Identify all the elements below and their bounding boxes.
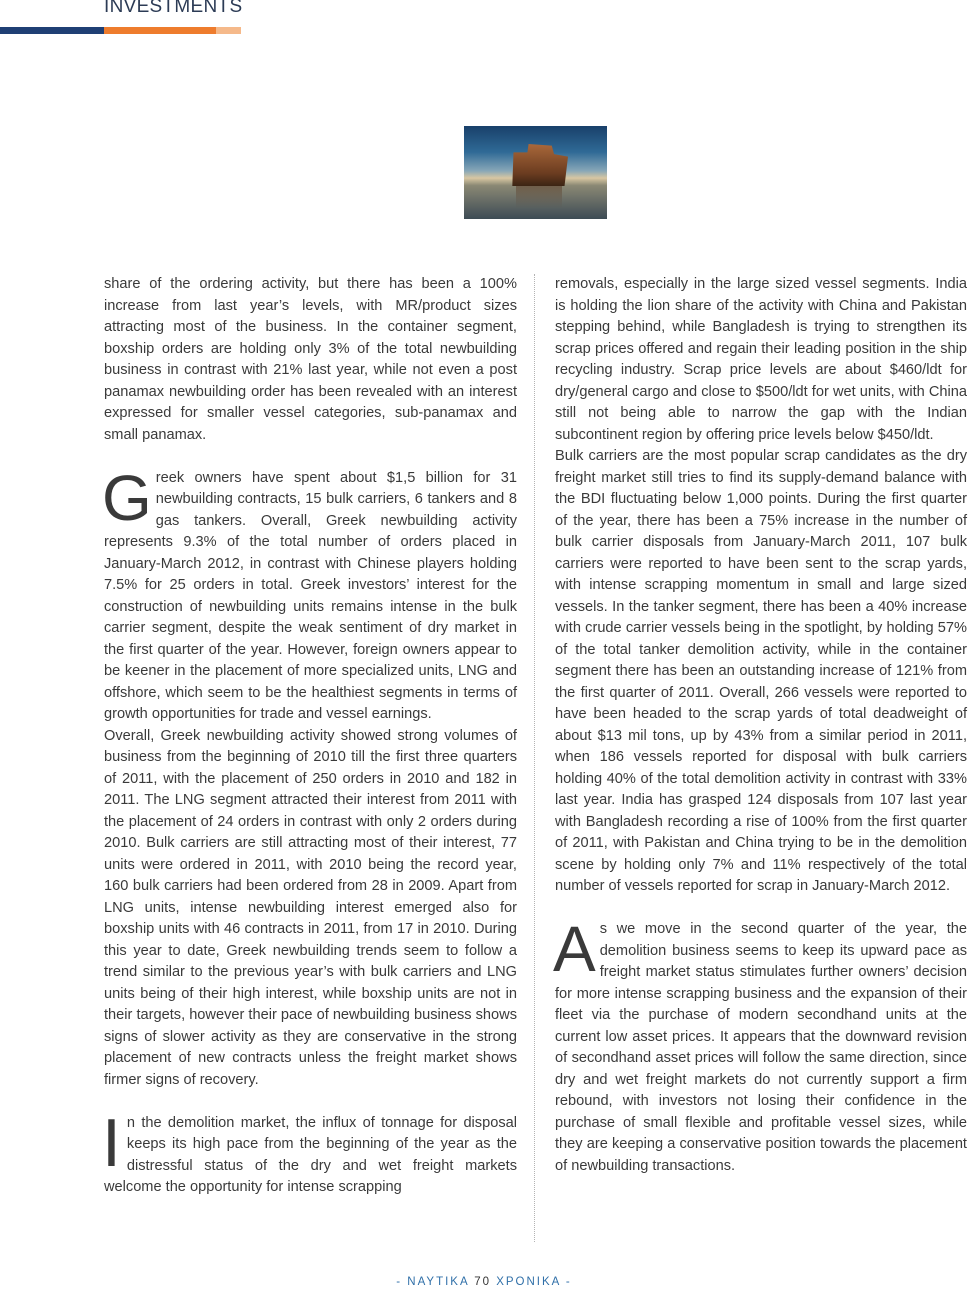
column-divider — [534, 274, 535, 1242]
drop-cap: A — [553, 913, 596, 985]
header-rule-orange — [104, 27, 216, 34]
header-rule-navy — [0, 27, 104, 34]
paragraph: removals, especially in the large sized vessel segments. India is holding the lion share of the activity with China and Pakistan stepping behind, while Bangladesh is trying to strengthen its scrap prices offered and regain their leading position in the ship recycling industry. Scrap price levels are about $460/ldt for dry/general cargo and close to $500/ldt for wet units, with China still not being able to narrow the gap with the Indian subcontinent region by offering price levels below $450/ldt. — [555, 276, 967, 443]
paragraph-text: reek owners have spent about $1,5 billion for 31 newbuilding contracts, 15 bulk carriers, 6 tankers and 8 gas tankers. Overall, Greek newbuilding activity represents 9.3% of the total number of orders placed in January-March 2012, in contrast with Chinese players holding 7.5% for 25 orders in total. Greek investors’ interest for the construction of newbuilding units remains intense in the bulk carrier segment, despite the weak sentiment of dry market in the first quarter of the year. However, foreign owners appear to be keener in the placement of more specialized units, LNG and offshore, which seem to be the healthiest segments in terms of growth opportunities for trade and vessel earnings. — [104, 469, 517, 722]
paragraph-dropcap-i — [102, 1104, 517, 1199]
footer-prefix: - ΝΑΥΤΙΚΑ — [396, 1276, 469, 1288]
paragraph: Overall, Greek newbuilding activity showed strong volumes of business from the beginning of 2010 till the first three quarters of 2011, with the placement of 250 orders in 2010 and 182 in 2011. The LNG segment attracted their interest from 2011 with the placement of 24 orders in contrast with only 2 orders during 2010. Bulk carriers are still attracting most of their interest, 77 units were ordered in 2011, with 2010 being the record year, 160 bulk carriers had been ordered from 28 in 2009. Apart from LNG units, intense newbuilding interest emerged also for boxship units with 46 contracts in 2011, from 17 in 2010. During this year to date, Greek newbuilding trends seem to follow a trend similar to the previous year’s with bulk carriers and LNG units being of their high interest, while boxship units are not in their targets, however their pace of newbuilding business shows signs of slower activity as they are conservative in the strong placement of new contracts unless the freight market shows firmer signs of recovery. — [104, 727, 517, 1088]
article-column-left — [104, 274, 517, 1199]
article-column-right — [555, 274, 967, 1177]
header-rule-peach — [216, 27, 241, 34]
section-title: INVESTMENTS — [104, 0, 243, 17]
paragraph: Bulk carriers are the most popular scrap candidates as the dry freight market still tries to find its supply-demand balance with the BDI fluctuating below 1,000 points. During the first quarter of the year, there has been a 75% increase in the number of bulk carrier disposals from January-March 2011, 107 bulk carriers were reported to have been sent to the scrap yards, with intense scrapping momentum in small and large sized vessels. In the tanker segment, there has been a 40% increase with crude carrier vessels being in the spotlight, by holding 57% of the total tanker demolition activity, while in the container segment there has been an outstanding increase of 121% from the first quarter of 2011. Overall, 266 vessels were reported to have been headed to the scrap yards of total deadweight of about $13 mil tons, up by 43% from a similar period in 2011, when 186 vessels reported for disposal with bulk carriers holding 40% of the total demolition activity in contrast with 33% last year. India has grasped 124 disposals from 107 last year with Bangladesh recording a rise of 100% from the first quarter of 2011, with Pakistan and China trying to be in the demolition scene by holding only 7% and 11% respectively of the total number of vessels reported for scrap in January-March 2012. — [555, 448, 967, 894]
paragraph-dropcap-a — [553, 913, 967, 1177]
page-number: 70 — [474, 1276, 491, 1288]
paragraph-text: s we move in the second quarter of the year, the demolition business seems to keep its upward pace as freight market status stimulates further owners’ decision for more intense scrapping business and the expansion of their fleet via the purchase of modern secondhand units at the current low asset prices. It appears that the downward revision of secondhand asset prices will follow the same direction, since dry and wet freight markets do not currently support a firm rebound, with investors not losing their confidence in the purchase of small flexible and profitable vessel sizes, while they are keeping a conservative position towards the placement of newbuilding transactions. — [555, 921, 967, 1174]
page-footer — [0, 1276, 968, 1288]
shipwreck-photo — [464, 126, 607, 219]
drop-cap: I — [102, 1104, 121, 1181]
drop-cap: G — [102, 461, 152, 534]
paragraph: share of the ordering activity, but there has been a 100% increase from last year’s levels, with MR/product sizes attracting most of the business. In the container segment, boxship orders are holding only 3% of the total newbuilding business in contrast with 21% last year, while not even a post panamax newbuilding order has been revealed with an interest expressed for smaller vessel categories, sub-panamax and small panamax. — [104, 276, 517, 443]
ship-hull-shape — [510, 144, 568, 186]
footer-suffix: ΧΡΟΝΙΚΑ - — [496, 1276, 572, 1288]
ship-reflection — [516, 186, 562, 208]
paragraph-text: n the demolition market, the influx of tonnage for disposal keeps its high pace from the beginning of the year as the distressful status of the dry and wet freight markets welcome the opportunity for intense scrapping — [104, 1114, 517, 1195]
paragraph-dropcap-g — [102, 461, 517, 726]
